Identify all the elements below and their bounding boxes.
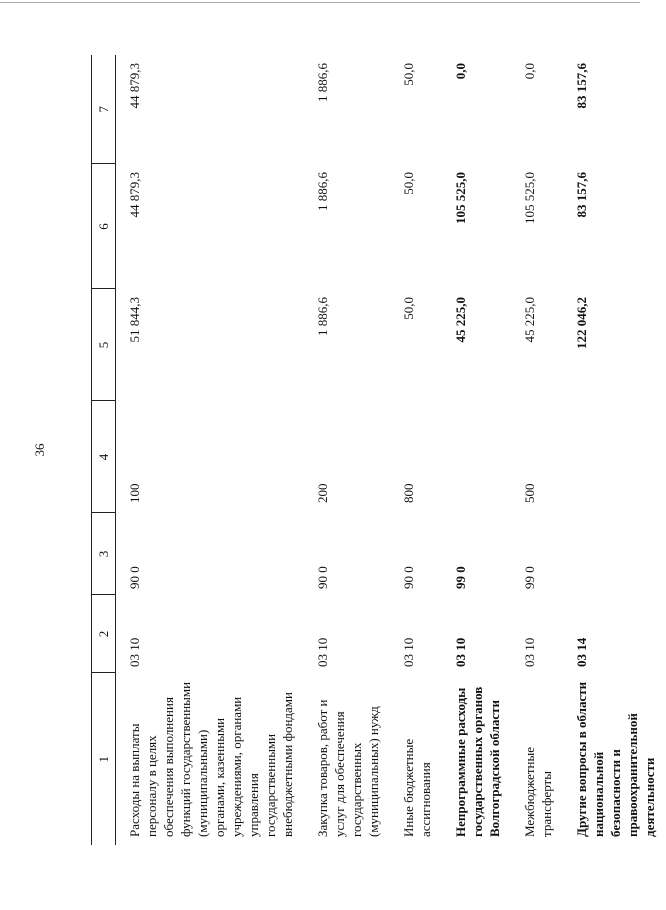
page-number: 36 bbox=[32, 443, 47, 457]
row-description: Расходы на выплаты персоналу в целях обеспечения выполнения функций государственными (муниципальными) органами, казенными учреждениями, органами управления государственными внебюджетными фондами bbox=[127, 681, 295, 837]
row-description: Непрограммные расходы государственных органов Волгоградской области bbox=[453, 686, 502, 837]
column-header-5: 5 bbox=[91, 289, 116, 401]
table-row bbox=[304, 55, 390, 845]
amount-col6: 105 525,0 bbox=[453, 172, 468, 224]
table-row bbox=[511, 55, 563, 845]
amount-col7: 1 886,6 bbox=[315, 63, 330, 102]
target-article-code bbox=[563, 513, 666, 595]
amount-col7: 83 157,6 bbox=[574, 63, 589, 109]
table-header-row bbox=[91, 55, 116, 845]
amount-col5: 1 886,6 bbox=[315, 297, 330, 336]
section-code: 03 10 bbox=[453, 637, 468, 667]
column-header-1: 1 bbox=[91, 673, 116, 845]
section-code: 03 10 bbox=[522, 637, 537, 667]
target-article-code: 90 0 bbox=[315, 566, 330, 589]
rotated-table-container bbox=[91, 55, 657, 845]
amount-col7: 50,0 bbox=[401, 63, 416, 86]
table-row bbox=[442, 55, 511, 845]
amount-col5: 122 046,2 bbox=[574, 297, 589, 349]
column-header-7: 7 bbox=[91, 55, 116, 164]
amount-col6: 50,0 bbox=[401, 172, 416, 195]
amount-col6: 1 886,6 bbox=[315, 172, 330, 211]
amount-col5: 51 844,3 bbox=[127, 297, 142, 343]
expense-type-code bbox=[442, 401, 511, 513]
amount-col6: 105 525,0 bbox=[522, 172, 537, 224]
column-header-6: 6 bbox=[91, 164, 116, 289]
target-article-code: 99 0 bbox=[453, 566, 468, 589]
target-article-code: 90 0 bbox=[127, 566, 142, 589]
section-code: 03 10 bbox=[127, 637, 142, 667]
section-code: 03 10 bbox=[401, 637, 416, 667]
column-header-2: 2 bbox=[91, 595, 116, 673]
expense-type-code: 200 bbox=[315, 483, 330, 503]
budget-table bbox=[91, 55, 666, 845]
target-article-code: 99 0 bbox=[522, 566, 537, 589]
section-code: 03 10 bbox=[315, 637, 330, 667]
row-description: Другие вопросы в области национальной безопасности и правоохранительной деятельности bbox=[574, 681, 657, 837]
row-description: Межбюджетные трансферты bbox=[522, 747, 554, 837]
expense-type-code: 800 bbox=[401, 483, 416, 503]
target-article-code: 90 0 bbox=[401, 566, 416, 589]
amount-col6: 83 157,6 bbox=[574, 172, 589, 218]
row-description: Закупка товаров, работ и услуг для обеспечения государственных (муниципальных) нужд bbox=[315, 699, 381, 837]
table-row bbox=[116, 55, 305, 845]
scan-top-edge bbox=[0, 2, 640, 3]
amount-col7: 0,0 bbox=[522, 63, 537, 80]
table-top-rule bbox=[91, 55, 92, 845]
column-header-4: 4 bbox=[91, 401, 116, 513]
amount-col5: 45 225,0 bbox=[522, 297, 537, 343]
table-row bbox=[390, 55, 442, 845]
amount-col7: 0,0 bbox=[453, 63, 468, 80]
expense-type-code bbox=[563, 401, 666, 513]
column-header-3: 3 bbox=[91, 513, 116, 595]
amount-col5: 50,0 bbox=[401, 297, 416, 320]
row-description: Иные бюджетные ассигнования bbox=[401, 738, 433, 837]
table-row bbox=[563, 55, 666, 845]
expense-type-code: 500 bbox=[522, 483, 537, 503]
amount-col5: 45 225,0 bbox=[453, 297, 468, 343]
amount-col6: 44 879,3 bbox=[127, 172, 142, 218]
amount-col7: 44 879,3 bbox=[127, 63, 142, 109]
expense-type-code: 100 bbox=[127, 483, 142, 503]
section-code: 03 14 bbox=[574, 637, 589, 667]
